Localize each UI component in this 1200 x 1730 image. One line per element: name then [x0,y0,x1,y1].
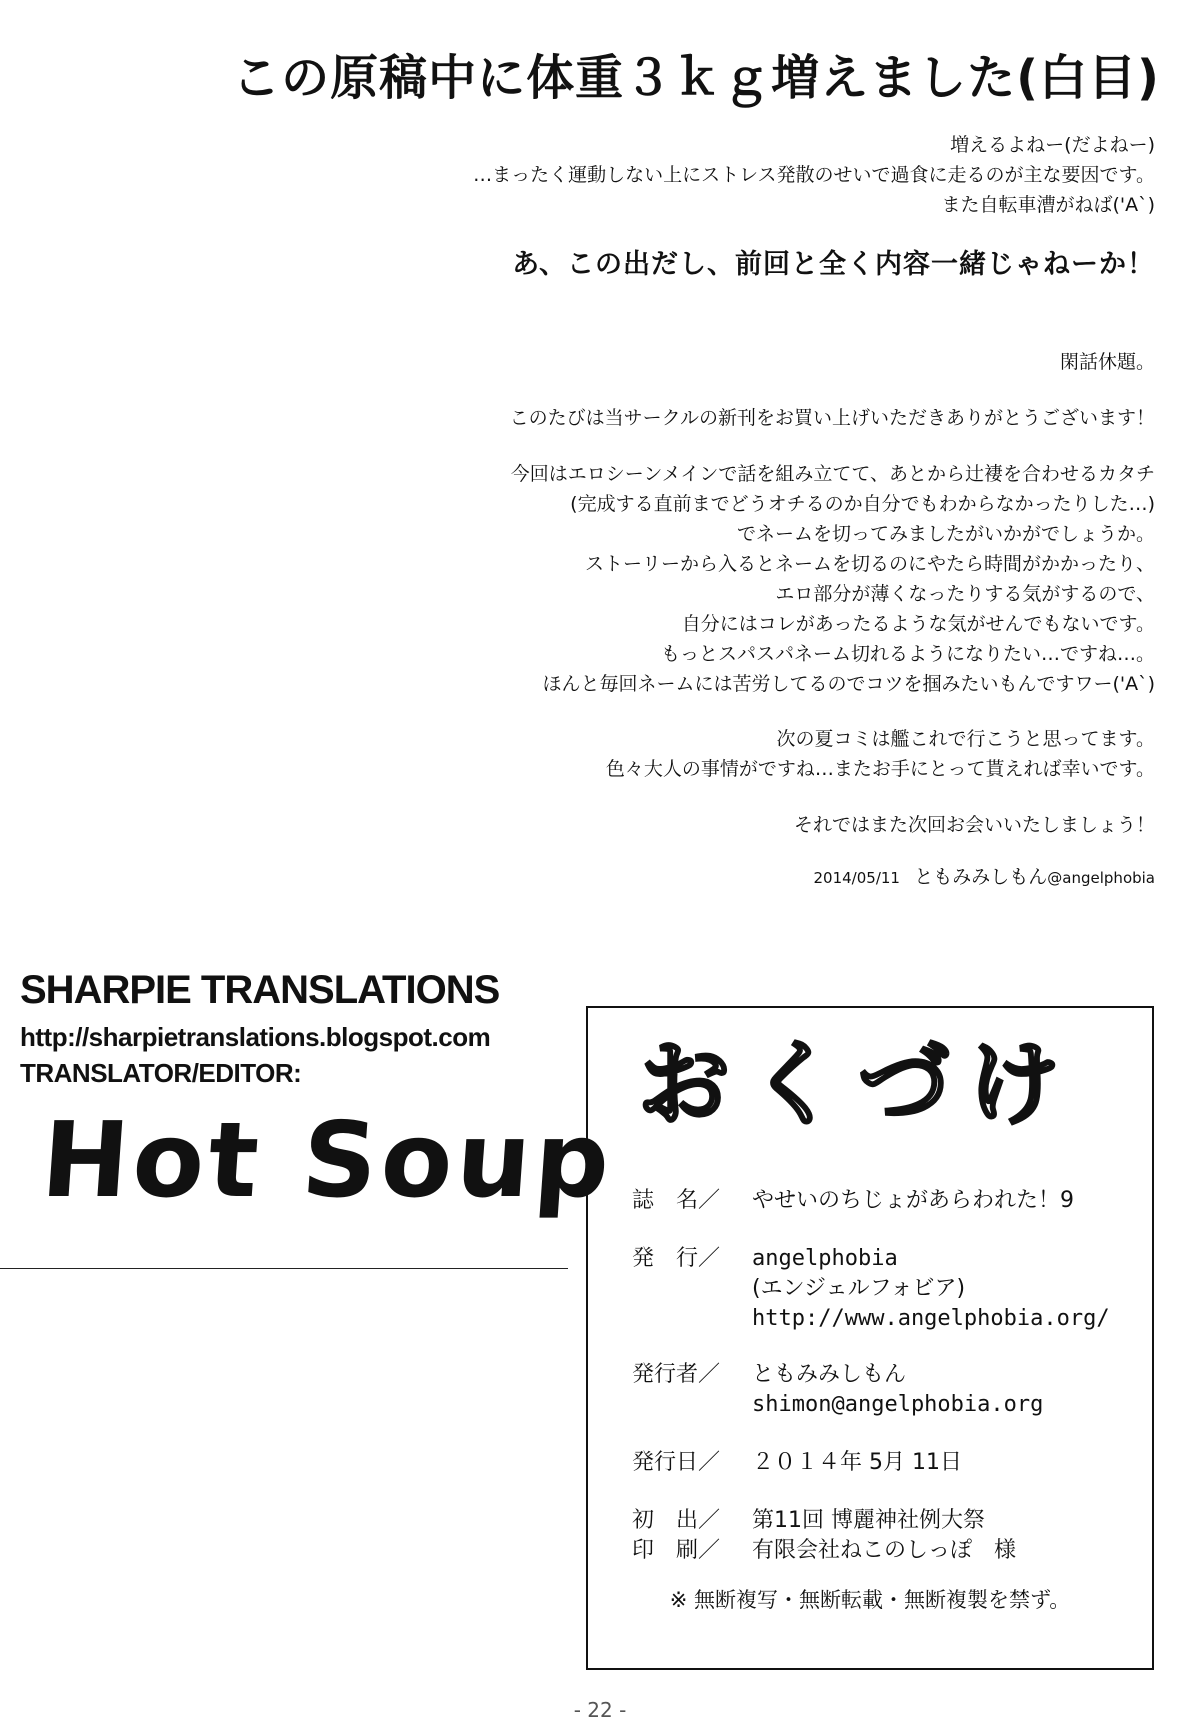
colophon-print-label: 印 刷／ [632,1538,721,1563]
afterword-line: …まったく運動しない上にストレス発散のせいで過食に走るのが主な要因です。 [473,164,1155,186]
colophon-date-value: ２０１４年 5月 11日 [752,1450,962,1475]
colophon-issuer-email[interactable]: shimon@angelphobia.org [752,1392,1044,1417]
colophon-publisher-kana: (エンジェルフォビア) [752,1276,966,1301]
afterword-line: 今回はエロシーンメインで話を組み立てて、あとから辻褄を合わせるカタチ [510,463,1155,485]
colophon-title-label: 誌 名／ [632,1188,721,1213]
afterword-line: でネームを切ってみましたがいかがでしょうか。 [736,523,1155,545]
colophon-debut-label: 初 出／ [632,1508,721,1533]
afterword-line: もっとスパスパネーム切れるようになりたい…ですね…。 [660,643,1155,665]
signature-handle: @angelphobia [1047,869,1155,887]
credits-group: SHARPIE TRANSLATIONS [20,968,500,1012]
credits-translator: Hot Soup [37,1099,618,1221]
colophon-publisher-label: 発 行／ [632,1246,721,1271]
page-number: - 22 - [573,1698,627,1722]
afterword-line: また自転車漕がねば('A`) [941,194,1155,216]
colophon-publisher-url[interactable]: http://www.angelphobia.org/ [752,1306,1110,1331]
colophon-notice: ※ 無断複写・無断転載・無断複製を禁ず。 [669,1588,1071,1612]
colophon-print-value: 有限会社ねこのしっぽ 様 [752,1538,1017,1563]
colophon-debut-value: 第11回 博麗神社例大祭 [752,1508,985,1533]
colophon-title-value: やせいのちじょがあらわれた！9 [752,1188,1074,1213]
afterword-line: ストーリーから入るとネームを切るのにやたら時間がかかったり、 [584,553,1155,575]
colophon-issuer-label: 発行者／ [632,1362,721,1387]
afterword-line: 次の夏コミは艦これで行こうと思ってます。 [776,728,1155,750]
afterword-line: ほんと毎回ネームには苦労してるのでコツを掴みたいもんですワー('A`) [542,673,1155,695]
afterword-line: 増えるよねー(だよねー) [950,134,1155,156]
afterword-line: 色々大人の事情がですね…またお手にとって貰えれば幸いです。 [605,758,1155,780]
signature-name: ともみみしもん [914,866,1048,888]
colophon-issuer-value: ともみみしもん [752,1362,907,1387]
afterword-line: エロ部分が薄くなったりする気がするので、 [775,583,1155,605]
afterword-exclaim: あ、この出だし、前回と全く内容一緒じゃねーか！ [512,249,1155,280]
credits-url[interactable]: http://sharpietranslations.blogspot.com [20,1022,491,1052]
afterword-farewell: それではまた次回お会いいたしましょう！ [793,814,1155,836]
afterword-line: 自分にはコレがあったるような気がせんでもないです。 [681,613,1155,635]
afterword-thanks: このたびは当サークルの新刊をお買い上げいただきありがとうございます！ [509,407,1155,429]
credits-divider [0,1268,568,1269]
credits-role: TRANSLATOR/EDITOR: [20,1058,302,1088]
colophon-date-label: 発行日／ [632,1450,721,1475]
afterword-title: この原稿中に体重３ｋｇ増えました(白目) [232,50,1160,106]
colophon-heading: おくづけ [638,1031,1079,1138]
signature-date: 2014/05/11 [813,869,900,887]
colophon-box [586,1006,1154,1670]
afterword-idle: 閑話休題。 [1059,351,1155,373]
afterword-line: (完成する直前までどうオチるのか自分でもわからなかったりした…) [570,493,1155,515]
colophon-publisher-value: angelphobia [752,1246,898,1271]
afterword-signature [814,862,1156,893]
